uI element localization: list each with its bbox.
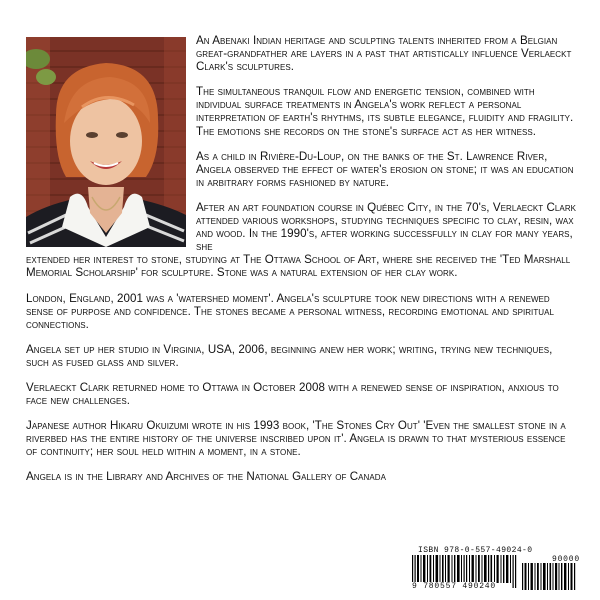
bio-paragraph: extended her interest to stone, studying at The Ottawa School of Art, where she received the 'Ted Marshall Memorial Scholarship' for sculpture. Stone was a natural extension of her clay work.	[26, 253, 571, 280]
bio-paragraph: After an art foundation course in Québec City, in the 70's, Verlaeckt Clark attended various workshops, studying techniques specific to clay, resin, wax and wood. In the 1990's, after working successfully in clay for many years, she	[196, 200, 577, 254]
barcode-main-digits: 9 780557 490240	[412, 582, 497, 591]
bio-paragraph: An Abenaki Indian heritage and sculpting talents inherited from a Belgian great-grandfather are layers in a past that artistically influence Verlaeckt Clark's sculptures.	[196, 34, 572, 74]
bio-paragraph: Angela set up her studio in Virginia, USA, 2006, beginning anew her work; writing, trying new techniques, such as fused glass and silver.	[26, 342, 553, 369]
bio-paragraph: London, England, 2001 was a 'watershed moment'. Angela's sculpture took new directions with a renewed sense of purpose and confidence. The stones became a personal witness, recording emotional and spiritual connections.	[26, 291, 554, 331]
bio-paragraph: As a child in Rivière-Du-Loup, on the banks of the St. Lawrence River, Angela observed the effect of water's erosion on stone; it was an education in arbitrary forms fashioned by nature.	[196, 149, 574, 189]
bio-paragraph: Angela is in the Library and Archives of the National Gallery of Canada	[26, 470, 386, 484]
bio-paragraph: Verlaeckt Clark returned home to Ottawa in October 2008 with a renewed sense of inspiration, anxious to face new challenges.	[26, 380, 559, 408]
barcode-addon-digits: 90000	[551, 555, 580, 564]
isbn-barcode	[410, 546, 582, 592]
isbn-label: ISBN 978-0-557-49024-0	[418, 546, 533, 555]
author-biography	[26, 34, 578, 496]
bio-paragraph: The simultaneous tranquil flow and energetic tension, combined with individual surface treatments in Angela's work reflect a personal interpretation of earth's rhythms, its subtle elegance, fluidity and fragility. The emotions she records on the stone's surface act as her witness.	[196, 85, 574, 138]
bio-paragraph: Japanese author Hikaru Okuizumi wrote in his 1993 book, 'The Stones Cry Out' 'Even the smallest stone in a riverbed has the entire history of the universe inscribed upon it'. Angela is drawn to that mysterious essence of continuity; her soul held within a moment, in a stone.	[26, 419, 566, 459]
